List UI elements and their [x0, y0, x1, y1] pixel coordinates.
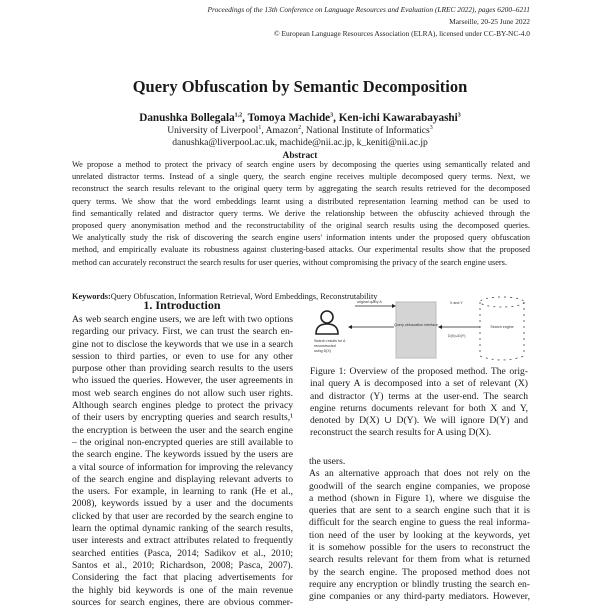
text-line: tion need of the user by looking at the keywords, yet: [309, 529, 530, 541]
left-column-text: [72, 314, 293, 609]
location-date: Marseille, 20-25 June 2022: [449, 17, 530, 26]
text-line: it is somehow possible for the users to reconstruct the: [309, 542, 530, 554]
label-interface: Query obfuscation interface: [394, 323, 438, 327]
emails: danushka@liverpool.ac.uk, machide@nii.ac.jp, k_keniti@nii.ac.jp: [172, 137, 428, 148]
affiliations: [0, 125, 600, 136]
superscript: 3: [457, 112, 461, 119]
text-line: As an alternative approach that does not rely on the: [309, 468, 530, 480]
text-line: method, and empirically evaluate its robustness against clustering-based attacks. Our experimental results show that the proposed: [72, 245, 530, 255]
text-line: the search engine. The keywords issued by the users are: [72, 449, 293, 461]
figure-1-caption: [310, 366, 528, 440]
text-line: search results relevant for them from what is returned: [309, 554, 530, 566]
separator: ,: [333, 112, 339, 124]
text-line: difficult for the search engine to guess the real informa-: [309, 517, 530, 529]
text-line: method can accurately reconstruct the search results for user queries, without compromising the privacy of the search engine users.: [72, 257, 507, 267]
superscript: 1,2: [234, 112, 243, 119]
keywords-label: Keywords:: [72, 292, 111, 301]
text-line: a vital source of information for improving the relevancy: [72, 461, 293, 473]
label-query: original query A: [357, 300, 382, 304]
text-line: of their users by encrypting queries and search results,¹: [72, 412, 293, 424]
text-line: engine returns documents relevant for both X and Y,: [310, 402, 528, 414]
separator: ,: [301, 125, 306, 136]
text-line: sources for search engines, there are obvious commer-: [72, 596, 293, 608]
authors: [0, 112, 600, 124]
user-icon: [316, 311, 338, 334]
label-returned: D(X)∪D(Y): [448, 334, 466, 338]
text-line: denoted by D(X) ∪ D(Y). We will ignore D(Y) and: [310, 415, 528, 427]
abstract-heading: Abstract: [282, 151, 318, 161]
text-line: learn the optimal dynamic ranking of the search results,: [72, 523, 293, 535]
text-line: and distractor (Y) terms at the user-end. The search: [310, 390, 528, 402]
text-line: goodwill of the search engine companies, we propose: [309, 480, 530, 492]
text-line: 2008), keywords issued by a user and the documents: [72, 498, 293, 510]
text-line: clicked by that user are recorded by the search engine to: [72, 510, 293, 522]
person-name: Danushka Bollegala: [139, 112, 235, 124]
text-line: by the search engine. The proposed method does not: [309, 566, 530, 578]
text-line: queries that are sent to a search engine such that it is: [309, 505, 530, 517]
text-line: searched entities (Pasca, 2014; Sadikov et al., 2010;: [72, 547, 293, 559]
text-line: most web search engines do not allow such user rights.: [72, 387, 293, 399]
text-line: We analytically study the risk of discovering the search engine users' information intents under the proposed query obfuscation: [72, 233, 530, 243]
superscript: 1: [258, 124, 262, 131]
label-engine: Search engine: [490, 325, 514, 329]
abstract-body: [72, 159, 530, 269]
text-line: proposed query anonymisation method and the reconstructability of the original search results using the decomposed queries.: [72, 221, 530, 231]
superscript: 3: [429, 124, 433, 131]
person-name: University of Liverpool: [167, 125, 259, 136]
text-line: the encryption is between the user and the search engine: [72, 424, 293, 436]
text-line: require any encryption or blindly trusting the search en-: [309, 578, 530, 590]
text-line: unrelated distractor terms. Instead of a single query, the search engine receives multiple decomposed query terms. Next, we: [72, 172, 530, 182]
section-heading: 1. Introduction: [143, 298, 221, 312]
text-line: As web search engine users, we are left with two options: [72, 314, 293, 325]
text-line: the highly bid keywords is one of the main revenue: [72, 584, 293, 596]
text-line: the users.: [309, 456, 346, 467]
label-result-2: reconstructed: [314, 344, 336, 348]
text-line: – the original non-encrypted queries are still available to: [72, 436, 293, 448]
text-line: We propose a method to protect the privacy of search engine users by decomposing the queries using semantically related and: [72, 160, 530, 169]
superscript: 2: [298, 124, 302, 131]
text-line: reconstruct the search results relevant to the original query term by aggregating the search results retrieved for the decomposed: [72, 184, 530, 194]
separator: ,: [242, 112, 248, 124]
obfuscation-interface-box: [396, 302, 436, 358]
separator: ,: [261, 125, 266, 136]
text-line: Considering the fact that placing advertisements for: [72, 572, 293, 584]
text-line: a method (shown in Figure 1), where we disguise the: [309, 492, 530, 504]
text-line: purpose other than providing search results to the users: [72, 363, 293, 375]
text-line: gine not to disclose the keywords that we use in a search: [72, 338, 293, 350]
label-result-1: Search results for A: [314, 339, 346, 343]
superscript: 3: [330, 112, 334, 119]
text-line: find semantically related and distractor query terms. We derive the relationship between the obfuscity achieved through the: [72, 208, 530, 218]
text-line: reconstruct the search results for A using D(X).: [310, 427, 492, 439]
person-name: Amazon: [265, 125, 299, 136]
label-terms: X and Y: [450, 301, 463, 305]
right-column-text: [309, 456, 530, 604]
paper-title: Query Obfuscation by Semantic Decomposition: [132, 77, 468, 96]
person-name: National Institute of Informatics: [305, 125, 430, 136]
text-line: who issued the queries. However, the user agreements in: [72, 375, 293, 387]
figure-1-diagram: [310, 294, 530, 366]
text-line: user interests and extract attributes related to frequently: [72, 535, 293, 547]
text-line: Santos et al., 2010; Richardson, 2008; Pasca, 2007).: [72, 559, 293, 571]
text-line: the users. For example, in learning to rank (He et al.,: [72, 486, 293, 498]
text-line: regarding our privacy. First, we can trust the search en-: [72, 326, 293, 338]
text-line: Although search engines pledge to protect the privacy: [72, 400, 293, 412]
person-name: Ken-ichi Kawarabayashi: [338, 112, 458, 124]
text-line: of the search engine and displaying relevant adverts to: [72, 473, 293, 485]
proceedings-line: Proceedings of the 13th Conference on Language Resources and Evaluation (LREC 2022), pages 6200–6211: [207, 5, 530, 14]
text-line: inal query A is decomposed into a set of relevant (X): [310, 378, 528, 390]
keywords-text: Query Obfuscation, Information Retrieval, Word Embeddings, Reconstrutability: [110, 292, 378, 301]
text-line: gine companies or any third-party mediators. However,: [309, 591, 530, 603]
label-result-3: using D(X): [314, 349, 331, 353]
person-name: Tomoya Machide: [247, 112, 331, 124]
copyright-line: © European Language Resources Association (ELRA), licensed under CC-BY-NC-4.0: [273, 29, 530, 38]
text-line: query terms. We show that the word embeddings learnt using a distributed representation learning method can be used to: [72, 196, 530, 206]
text-line: session to third parties, or even to use for any other: [72, 350, 293, 362]
text-line: Figure 1: Overview of the proposed method. The orig-: [310, 366, 528, 377]
